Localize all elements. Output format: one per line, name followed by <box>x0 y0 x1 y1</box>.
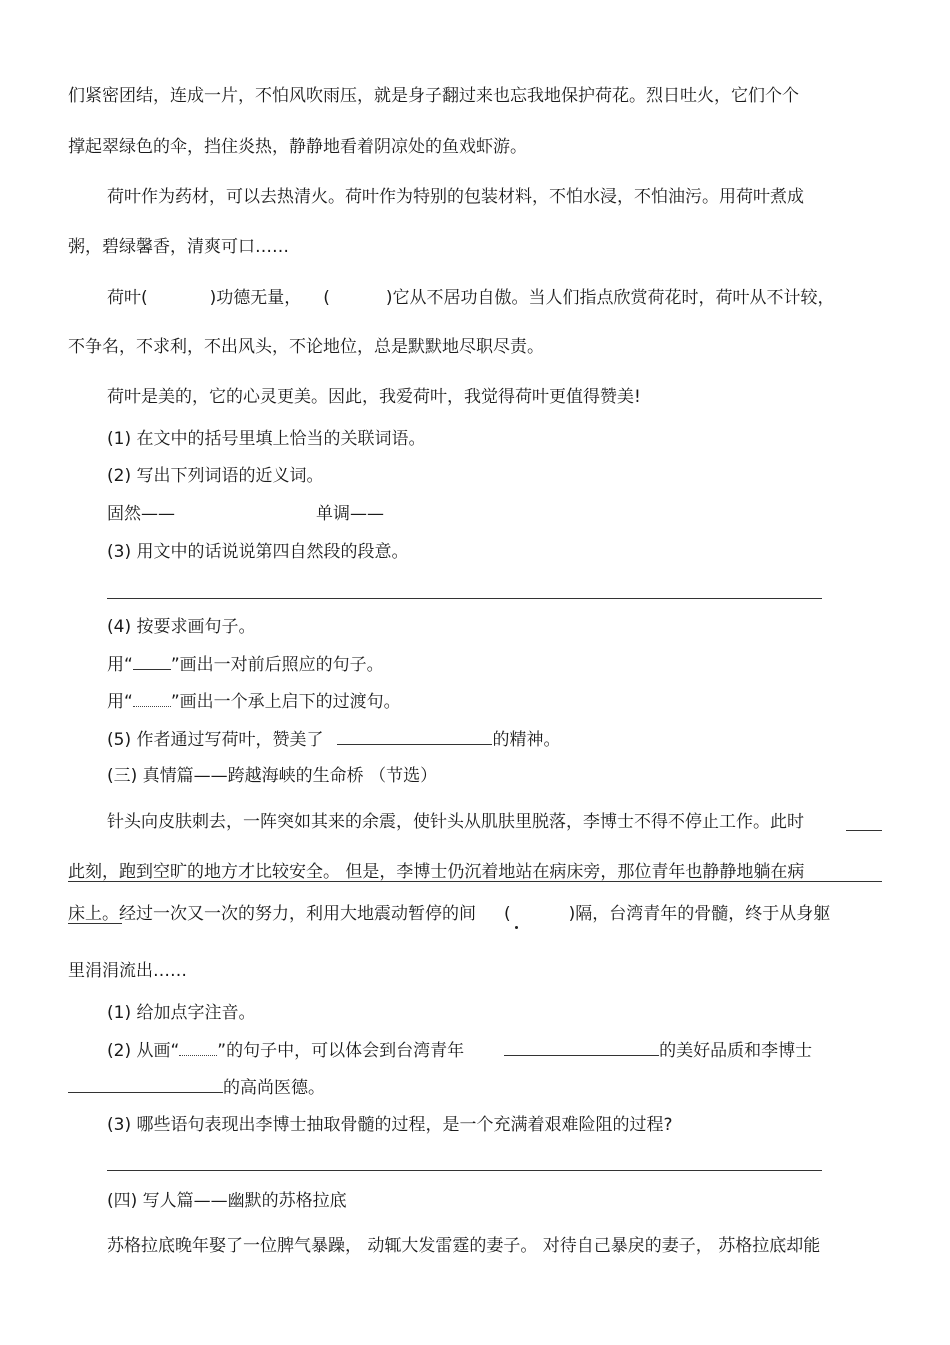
answer-blank[interactable] <box>68 1076 223 1093</box>
text: 的美好品质和李博士 <box>659 1041 813 1061</box>
text: ( <box>323 288 330 308</box>
passage-line: 此刻，跑到空旷的地方才比较安全。 但是，李博士仍沉着地站在病床旁，那位青年也静静地躺在病 <box>68 862 805 882</box>
question-3: (3) 用文中的话说说第四自然段的段意。 <box>107 542 409 562</box>
wavy-underline-sample <box>179 1039 217 1056</box>
passage-line: 苏格拉底晚年娶了一位脾气暴躁， 动辄大发雷霆的妻子。 对待自己暴戾的妻子， 苏格拉底却能 <box>107 1236 821 1256</box>
text: (5) 作者通过写荷叶，赞美了 <box>107 730 324 750</box>
question-4b <box>107 690 401 713</box>
question-4: (4) 按要求画句子。 <box>107 617 256 637</box>
passage-line: 粥，碧绿馨香，清爽可口…… <box>68 237 289 257</box>
section-title: (四) 写人篇——幽默的苏格拉底 <box>107 1191 347 1211</box>
passage-line: 不争名，不求利，不出风头，不论地位，总是默默地尽职尽责。 <box>68 337 544 357</box>
answer-line[interactable] <box>107 598 822 599</box>
text: ”画出一对前后照应的句子。 <box>170 655 384 675</box>
passage-line: 里涓涓流出…… <box>68 961 187 981</box>
text: 的高尚医德。 <box>223 1078 325 1098</box>
text: 的精神。 <box>492 730 561 750</box>
question-5 <box>107 728 560 751</box>
section-title: (三) 真情篇——跨越海峡的生命桥 （节选） <box>107 766 438 786</box>
question-2 <box>107 1039 812 1062</box>
question-3: (3) 哪些语句表现出李博士抽取骨髓的过程，是一个充满着艰难险阻的过程? <box>107 1115 673 1135</box>
text: (2) 从画“ <box>107 1041 180 1061</box>
synonym-1: 固然—— <box>107 504 175 524</box>
text: 用“ <box>107 655 133 675</box>
answer-line[interactable] <box>107 1170 822 1171</box>
passage-line: 荷叶是美的，它的心灵更美。因此，我爱荷叶，我觉得荷叶更值得赞美! <box>107 387 641 407</box>
passage-line: 针头向皮肤刺去，一阵突如其来的余震，使针头从肌肤里脱落，李博士不得不停止工作。此时 <box>107 812 804 832</box>
solid-underline-sample <box>133 653 171 670</box>
text: ”的句子中，可以体会到台湾青年 <box>217 1041 465 1061</box>
passage-line-blank <box>68 903 830 925</box>
text: 荷叶( <box>107 288 148 308</box>
passage-line-blanks <box>107 287 835 309</box>
wavy-underline-sample <box>133 690 171 707</box>
question-2: (2) 写出下列词语的近义词。 <box>107 466 324 486</box>
question-4a <box>107 653 384 676</box>
answer-blank[interactable] <box>337 728 492 745</box>
answer-blank[interactable] <box>504 1039 659 1056</box>
underline-mark <box>846 830 882 831</box>
passage-line: 们紧密团结，连成一片，不怕风吹雨压，就是身子翻过来也忘我地保护荷花。烈日吐火，它们个个 <box>68 86 799 106</box>
question-2-cont <box>68 1076 325 1099</box>
text: ( <box>504 904 511 924</box>
text: )隔，台湾青年的骨髓，终于从身躯 <box>568 904 831 924</box>
synonym-2: 单调—— <box>316 504 384 524</box>
text: ”画出一个承上启下的过渡句。 <box>170 692 401 712</box>
text: 用“ <box>107 692 133 712</box>
emphasis-dot <box>515 926 518 929</box>
text: )它从不居功自傲。当人们指点欣赏荷花时，荷叶从不计较， <box>385 288 835 308</box>
underline-mark <box>68 881 882 882</box>
underline-mark <box>68 923 122 924</box>
text: 床上。经过一次又一次的努力，利用大地震动暂停的间 <box>68 904 476 924</box>
text: )功德无量， <box>209 288 302 308</box>
question-1: (1) 在文中的括号里填上恰当的关联词语。 <box>107 429 426 449</box>
passage-line: 荷叶作为药材，可以去热清火。荷叶作为特别的包装材料，不怕水浸，不怕油污。用荷叶煮成 <box>107 187 804 207</box>
passage-line: 撑起翠绿色的伞，挡住炎热，静静地看着阴凉处的鱼戏虾游。 <box>68 137 527 157</box>
question-1: (1) 给加点字注音。 <box>107 1003 256 1023</box>
